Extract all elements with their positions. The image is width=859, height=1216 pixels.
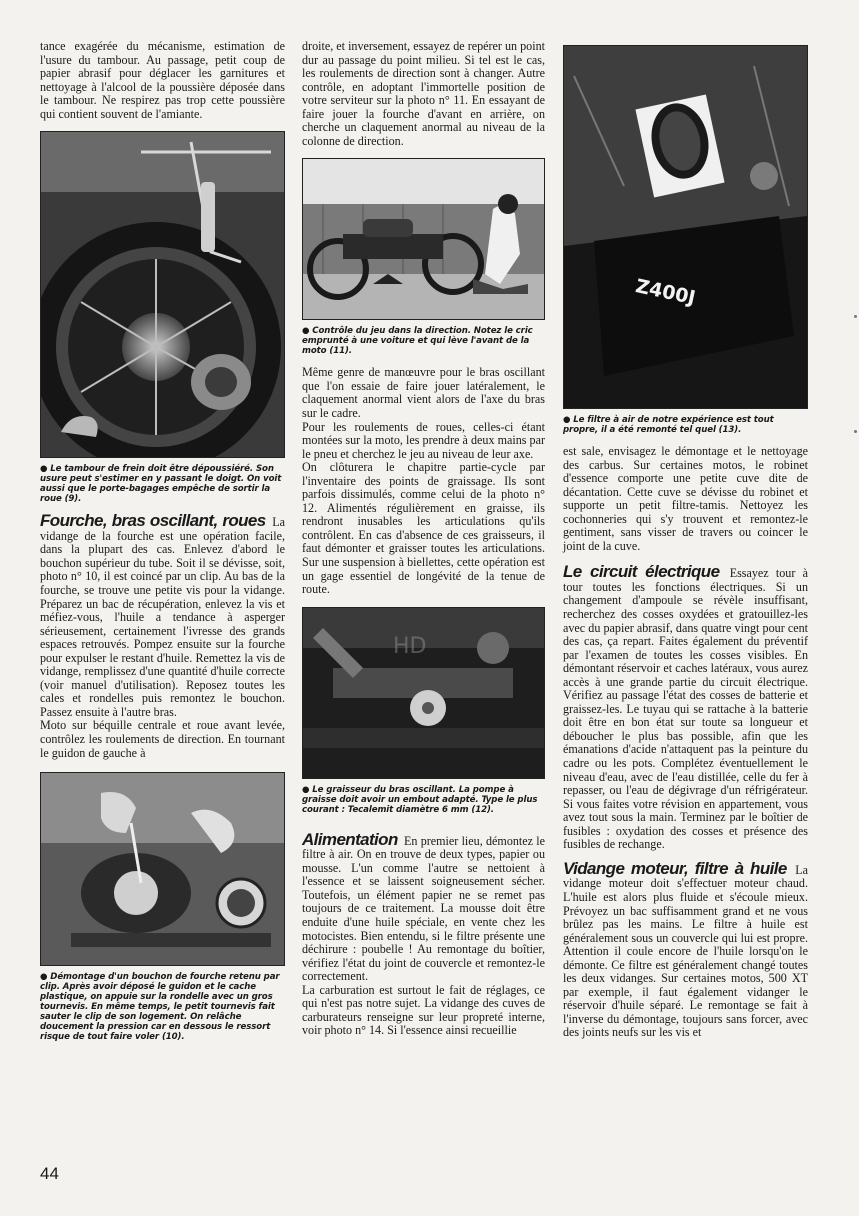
heading-vidange-moteur: Vidange moteur, filtre à huile <box>563 858 787 878</box>
column-2 <box>302 40 545 1038</box>
bullet-icon: ● <box>302 784 313 795</box>
column-1 <box>40 40 285 1052</box>
bullet-icon: ● <box>40 464 51 475</box>
col3-intro-text: est sale, envisagez le démontage et le nettoyage des carbus. Sur certaines motos, le robinet d'essence comporte une petite cuve dite de décantation. Cette cuve se dévisse du robinet et supporte un petit filtre-tamis. Nettoyez les cochonneries qui s'y trouvent et remontez-le gentiment, sans visser de travers ou coincer le joint de la cuve. <box>563 444 808 553</box>
photo-grease-nipple <box>302 607 545 779</box>
vidange-paragraph-1: La vidange moteur doit s'effectuer moteur chaud. L'huile est alors plus fluide et s'écoule mieux. Prévoyez un bac suffisamment grand et ne vous brûlez pas les mains. Le filtre à huile est généralement sous un couvercle qui lui est propre. Attention il coule encore de l'huile lorsqu'on le démonte. Ce filtre est généralement changé toutes les deux vidanges. Sur certaines motos, 500 XT par exemple, il faut également vidanger le réservoir d'huile séparé. Le remontage se fait à l'inverse du démontage, toujours sans forcer, avec des joints neufs sur les vis et <box>563 862 808 1040</box>
margin-dot <box>854 315 857 318</box>
col1-intro-text: tance exagérée du mécanisme, estimation de l'usure du tambour. Au passage, petit coup de papier abrasif pour déglacer les garnitures et nettoyage à l'alcool de la poussière déposée dans le tambour. Ne respirez pas trop cette poussière qui contient souvent de l'amiante. <box>40 39 285 121</box>
caption-photo-13: ● Le filtre à air de notre expérience est tout propre, il a été remonté tel quel (13). <box>563 415 774 435</box>
model-badge: Z400J <box>633 275 698 310</box>
electrique-paragraph-1: Essayez tour à tour toutes les fonctions électriques. Si un changement d'ampoule se révèle insuffisant, recherchez des cosses oxydées et gratouillez-les avec du papier abrasif, dans quatre vingt pour cent des cas, ça repart. Faites également du préventif par l'examen de toutes les cosses visibles. En démontant réservoir et caches latéraux, vous aurez accès à une grande partie du circuit électrique. Vérifiez au passage l'état des cosses de batterie et graissez-les. Le tuyau qui se rattache à la batterie doit être en bon état sur toute sa longueur et déboucher le plus bas possible, afin que les émanations d'acide n'attaquent pas la peinture du cadre ou les pots. Complétez éventuellement le niveau d'eau, avec de l'eau distillée, celle du fer à repasser, ou l'eau de dégivrage d'un réfrigérateur. Si vous faites votre révision en appartement, vous avez tout sous la main. Terminez par le boîtier de fusibles : oxydation des cosses et présence des fusibles de rechange. <box>563 566 808 852</box>
caption-photo-10: ● Démontage d'un bouchon de fourche retenu par clip. Après avoir déposé le guidon et le cache plastique, on appuie sur la rondelle avec un gros tournevis. En même temps, le petit tournevis fait sauter le clip de son logement. On relâche doucement la pression car en dessous le ressort risque de tout faire voler (10). <box>40 972 280 1043</box>
air-filter-image <box>564 46 807 408</box>
column-3 <box>563 45 808 1040</box>
col2-intro-text: droite, et inversement, essayez de repérer un point dur au passage du point milieu. Si tel est le cas, les roulements de direction sont à changer. Autre contrôle, en adoptant l'immortelle position de votre serviteur sur la photo n° 11. En essayant de faire jouer la fourche d'avant en arrière, on cherche un claquement anormal au niveau de la colonne de direction. <box>302 39 545 148</box>
caption-photo-9: ● Le tambour de frein doit être dépoussiéré. Son usure peut s'estimer en y passant le doigt. On voit aussi que le porte-bagages empêche de sortir la roue (9). <box>40 464 282 505</box>
section-fourche <box>40 511 286 719</box>
bullet-icon: ● <box>40 972 51 983</box>
grease-nipple-image <box>303 608 544 778</box>
section-vidange-moteur <box>563 858 808 1040</box>
heading-fourche: Fourche, bras oscillant, roues <box>40 511 266 531</box>
section-circuit-electrique <box>563 562 808 852</box>
heading-circuit-electrique: Le circuit électrique <box>563 562 720 582</box>
photo-fork-cap <box>40 772 285 966</box>
caption-photo-11: ● Contrôle du jeu dans la direction. Notez le cric emprunté à une voiture et qui lève l'avant de la moto (11). <box>302 326 533 357</box>
fourche-paragraph-2: Moto sur béquille centrale et roue avant levée, contrôlez les roulements de direction. En tournant le guidon de gauche à <box>40 718 285 760</box>
heading-alimentation: Alimentation <box>302 829 398 849</box>
photo-brake-drum <box>40 131 285 458</box>
alimentation-paragraph-2: La carburation est surtout le fait de réglages, ce qui n'est pas notre sujet. La vidange des cuves de carburateurs renseigne sur leur propreté interne, voir photo n° 14. Si l'essence ainsi recueillie <box>302 982 545 1038</box>
svg-text:HD: HD <box>393 633 427 659</box>
col2-paragraph-1: Même genre de manœuvre pour le bras oscillant que l'on essaie de faire jouer latéralement, le claquement anormal vient alors de l'axe du bras sur le cadre. <box>302 365 545 421</box>
caption-photo-12: ● Le graisseur du bras oscillant. La pompe à graisse doit avoir un embout adapté. Type le plus courant : Tecalemit diamètre 6 mm (12). <box>302 784 538 815</box>
fork-cap-image <box>41 773 284 965</box>
bullet-icon: ● <box>302 326 313 337</box>
photo-air-filter <box>563 45 808 409</box>
section-alimentation <box>302 829 545 984</box>
col2-paragraph-2: Pour les roulements de roues, celles-ci étant montées sur la moto, les prendre à deux mains par le pneu et cherchez le jeu au niveau de leur axe. <box>302 419 545 461</box>
bullet-icon: ● <box>563 415 574 425</box>
fourche-paragraph-1: La vidange de la fourche est une opération facile, dans la plupart des cas. Enlevez d'abord le bouchon supérieur du tube. Soit il se dévisse, soit, photo n° 10, il est coincé par un clip. Au bas de la fourche, se trouve une petite vis pour la vidange. Préparez un bac de récupération, enlevez la vis et méfiez-vous, l'huile a tendance à asperger sérieusement, certainement l'ivresse des grands espaces retrouvés. Pompez ensuite sur la fourche pour expulser le restant d'huile. Remettez la vis de vidange, remplissez d'une quantité d'huile correcte (voir manuel d'utilisation). Reposez toutes les cales et rondelles puis remontez le bouchon. Passez ensuite à l'autre bras. <box>40 515 286 719</box>
col2-paragraph-3: On clôturera le chapitre partie-cycle par l'inventaire des points de graissage. Ils sont parfois dissimulés, comme celui de la photo n° 12. Alimentés régulièrement en graisse, ils rendront inusables les articulations qu'ils contrôlent. En cas d'absence de ces graisseurs, il faut démonter et graisser toutes les articulations. Sur une suspension à biellettes, cette opération est un gage essentiel de longévité de la tenue de route. <box>302 460 545 597</box>
alimentation-paragraph-1: En premier lieu, démontez le filtre à air. On en trouve de deux types, papier ou mousse. L'un comme l'autre se nettoient à l'essence et se laissent soigneusement sécher. Toutefois, un élément papier ne se remet pas toujours de ce traitement. La mousse doit être enduite d'une huile spéciale, en vente chez les motocistes. Bien entendu, si le filtre présente une déchirure : poubelle ! Au remontage du boîtier, vérifiez l'état du joint de couvercle et remontez-le correctement. <box>302 833 545 984</box>
page-number: 44 <box>40 1164 59 1183</box>
steering-check-image <box>303 159 544 319</box>
margin-dot <box>854 430 857 433</box>
photo-steering-check <box>302 158 545 320</box>
brake-drum-image <box>41 132 284 457</box>
